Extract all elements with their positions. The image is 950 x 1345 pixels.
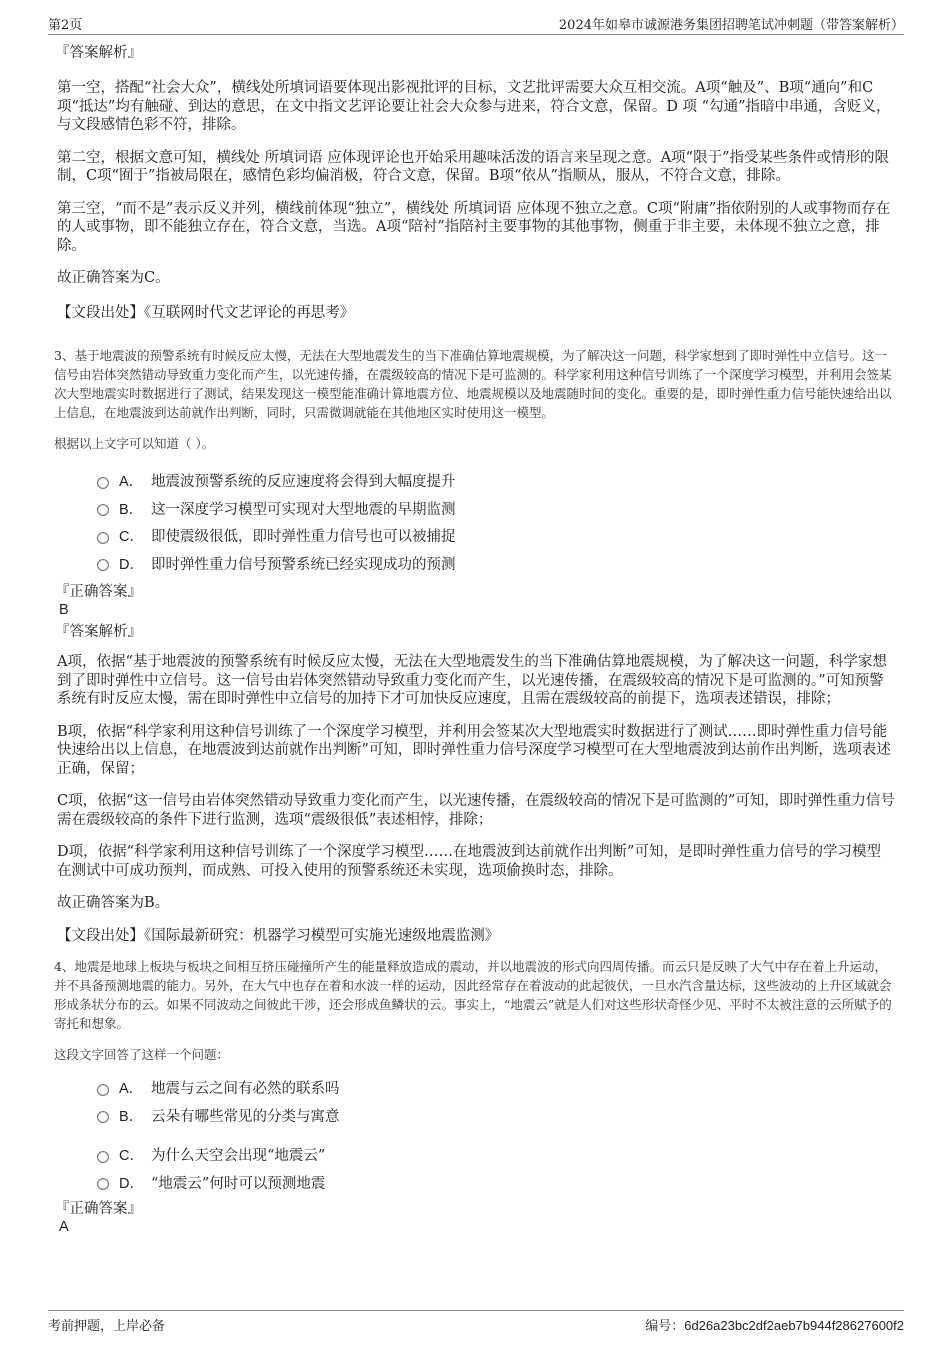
q4-correct-answer: A bbox=[59, 1219, 69, 1235]
q2-analysis-para3: 第三空，“而不是”表示反义并列，横线前体现“独立”，横线处 所填词语 应体现不独立之意。C项“附庸”指依附别的人或事物而存在的人或事物，即不能独立存在，符合文意，当选。A项“陪衬”指陪衬主要事物的其他事物，侧重于非主要，未体现不独立之意，排除。 bbox=[57, 200, 891, 254]
radio-icon[interactable] bbox=[97, 1111, 109, 1123]
radio-icon[interactable] bbox=[97, 477, 109, 489]
option-letter: A． bbox=[119, 474, 144, 491]
q4-option-d[interactable] bbox=[97, 1169, 895, 1197]
option-text: 即使震级很低，即时弹性重力信号也可以被捕捉 bbox=[151, 529, 456, 546]
q3-analysis-label: 『答案解析』 bbox=[55, 624, 142, 640]
option-letter: B． bbox=[119, 501, 144, 518]
option-text: “地震云”何时可以预测地震 bbox=[151, 1175, 326, 1192]
option-text: 地震波预警系统的反应速度将会得到大幅度提升 bbox=[151, 474, 456, 491]
q3-analysis-d: D项，依据“科学家利用这种信号训练了一个深度学习模型……在地震波到达前就作出判断”可知，是即时弹性重力信号的学习模型在测试中可成功预判，而成熟、可投入使用的预警系统还未实现，选项偷换时态，排除。 bbox=[57, 844, 881, 879]
q3-analysis-c: C项，依据“这一信号由岩体突然错动导致重力变化而产生，以光速传播，在震级较高的情况下是可监测的”可知，即时弹性重力信号需在震级较高的条件下进行监测，选项“震级很低”表述相悖，排除； bbox=[57, 793, 895, 828]
q4-option-b[interactable] bbox=[97, 1102, 895, 1130]
option-letter: D． bbox=[119, 556, 144, 573]
document-body bbox=[54, 44, 895, 1236]
q2-analysis-para1: 第一空，搭配“社会大众”，横线处所填词语要体现出影视批评的目标，文艺批评需要大众互相交流。A项“触及”、B项“通向”和C项“抵达”均有触碰、到达的意思，在文中指文艺评论要让社会大众参与进来，符合文意，保留。D 项 “勾通”指暗中串通，含贬义，与文段感情色彩不符，排除。 bbox=[57, 80, 891, 133]
document-code bbox=[645, 1315, 904, 1334]
document-title: 2024年如皋市诚源港务集团招聘笔试冲刺题（带答案解析） bbox=[558, 18, 904, 33]
q4-stem: 4、地震是地球上板块与板块之间相互挤压碰撞所产生的能量释放造成的震动，并以地震波的形式向四周传播。而云只是反映了大气中存在着上升运动，并不具备预测地震的能力。另外，在大气中也存在着和水波一样的运动，因此经常存在着波动的此起彼伏，一旦水汽含量达标，这些波动的上升区域就会形成条状分布的云。如果不同波动之间彼此干涉，还会形成鱼鳞状的云。事实上，“地震云”就是人们对这些形状奇怪少见、平时不太被注意的云所赋予的寄托和想象。 bbox=[54, 959, 892, 1031]
q3-stem: 3、基于地震波的预警系统有时候反应太慢，无法在大型地震发生的当下准确估算地震规模，为了解决这一问题，科学家想到了即时弹性中立信号。这一信号由岩体突然错动导致重力变化而产生，以光速传播，在震级较高的情况下是可监测的。科学家利用这种信号训练了一个深度学习模型，并利用会签某次大型地震实时数据进行了测试，结果发现这一模型能准确计算地震方位、地震规模以及地震随时间的变化。重要的是，即时弹性重力信号能快速给出以上信息，在地震波到达前就作出判断，同时，只需微调就能在其他地区实时使用这一模型。 bbox=[54, 348, 892, 420]
option-letter: B． bbox=[119, 1108, 144, 1125]
option-letter: C． bbox=[119, 529, 144, 546]
option-text: 云朵有哪些常见的分类与寓意 bbox=[151, 1108, 340, 1125]
option-letter: A． bbox=[119, 1081, 144, 1098]
option-text: 地震与云之间有必然的联系吗 bbox=[151, 1081, 340, 1098]
page-header bbox=[48, 12, 904, 35]
radio-icon[interactable] bbox=[97, 1178, 109, 1190]
radio-icon[interactable] bbox=[97, 1151, 109, 1163]
q4-prompt: 这段文字回答了这样一个问题： bbox=[54, 1047, 230, 1062]
radio-icon[interactable] bbox=[97, 504, 109, 516]
q3-conclusion: 故正确答案为B。 bbox=[57, 895, 170, 911]
q3-option-d[interactable] bbox=[97, 550, 895, 578]
footer-slogan: 考前押题，上岸必备 bbox=[48, 1319, 166, 1334]
document-code-label: 编号： bbox=[645, 1319, 685, 1334]
q3-option-a[interactable] bbox=[97, 467, 895, 495]
q3-source: 【文段出处】《国际最新研究：机器学习模型可实施光速级地震监测》 bbox=[57, 927, 500, 944]
q3-prompt: 根据以上文字可以知道（ ）。 bbox=[54, 436, 215, 451]
q4-option-a[interactable] bbox=[97, 1074, 895, 1102]
q3-analysis-b: B项，依据“科学家利用这种信号训练了一个深度学习模型，并利用会签某次大型地震实时数据进行了测试……即时弹性重力信号能快速给出以上信息，在地震波到达前就作出判断”可知，即时弹性重力信号深度学习模型可在大型地震波到达前作出判断，选项表述正确，保留； bbox=[57, 723, 891, 777]
q3-analysis-a: A项，依据“基于地震波的预警系统有时候反应太慢，无法在大型地震发生的当下准确估算地震规模，为了解决这一问题，科学家想到了即时弹性中立信号。这一信号由岩体突然错动导致重力变化而产生，以光速传播，在震级较高的情况下是可监测的。”可知预警系统有时反应太慢，需在即时弹性中立信号的加持下才可加快反应速度，且需在震级较高的前提下，选项表述错误，排除； bbox=[57, 654, 887, 707]
q3-option-b[interactable] bbox=[97, 495, 895, 523]
option-letter: D． bbox=[119, 1175, 144, 1192]
q4-options bbox=[57, 1074, 895, 1196]
option-text: 为什么天空会出现“地震云” bbox=[151, 1148, 326, 1165]
q3-options bbox=[57, 467, 895, 577]
radio-icon[interactable] bbox=[97, 532, 109, 544]
option-text: 即时弹性重力信号预警系统已经实现成功的预测 bbox=[151, 556, 456, 573]
q4-correct-label: 『正确答案』 bbox=[55, 1201, 142, 1217]
radio-icon[interactable] bbox=[97, 1084, 109, 1096]
q4-option-c[interactable] bbox=[97, 1141, 895, 1169]
q2-source: 【文段出处】《互联网时代文艺评论的再思考》 bbox=[57, 304, 355, 321]
q2-analysis-para2: 第二空，根据文意可知，横线处 所填词语 应体现评论也开始采用趣味活泼的语言来呈现之意。A项“限于”指受某些条件或情形的限制，C项“囿于”指被局限在，感情色彩均偏消极，符合文意，保留。B项“依从”指顺从，服从，不符合文意，排除。 bbox=[57, 149, 890, 184]
document-code-value: 6d26a23bc2df2aeb7b944f28627600f2 bbox=[684, 1318, 904, 1333]
option-text: 这一深度学习模型可实现对大型地震的早期监测 bbox=[151, 501, 456, 518]
option-letter: C． bbox=[119, 1148, 144, 1165]
radio-icon[interactable] bbox=[97, 559, 109, 571]
page-number: 第2页 bbox=[48, 18, 83, 33]
q3-option-c[interactable] bbox=[97, 522, 895, 550]
q2-analysis-label: 『答案解析』 bbox=[55, 45, 142, 61]
page-footer bbox=[48, 1310, 904, 1337]
q3-correct-label: 『正确答案』 bbox=[55, 584, 142, 600]
q2-conclusion: 故正确答案为C。 bbox=[57, 270, 170, 286]
q3-correct-answer: B bbox=[59, 602, 69, 618]
